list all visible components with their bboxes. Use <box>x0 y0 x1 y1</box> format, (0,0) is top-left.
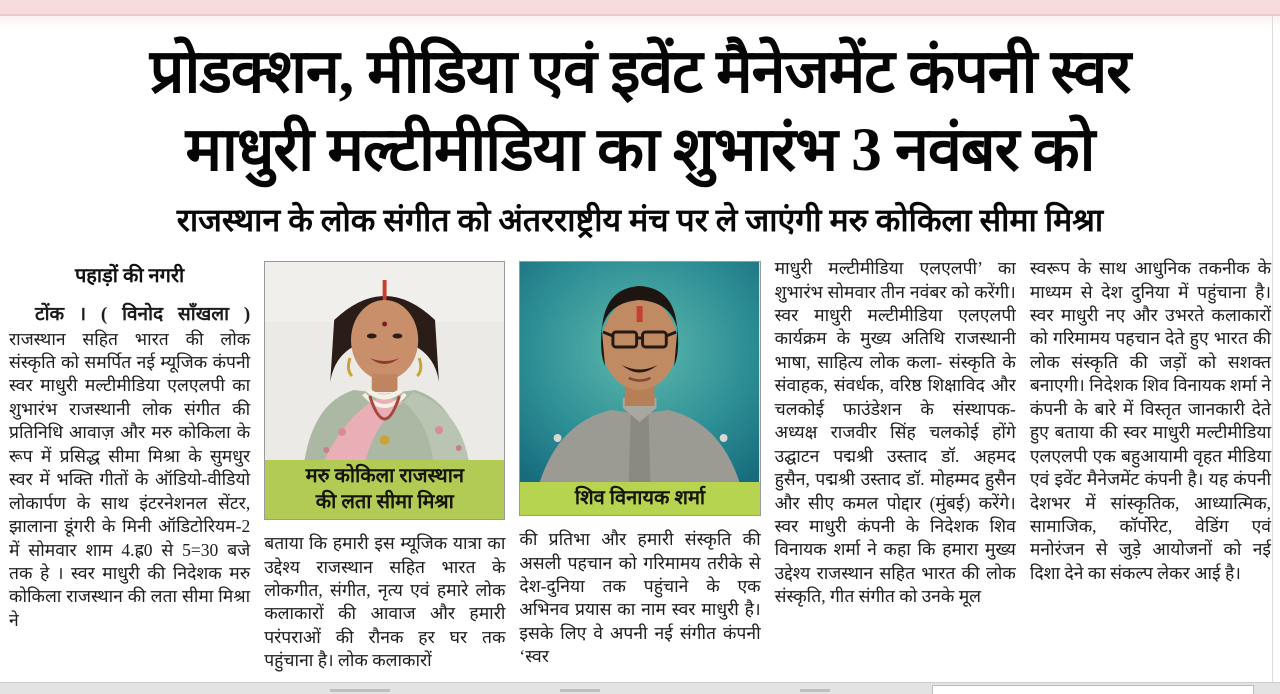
column-2-paragraph: बताया कि हमारी इस म्यूजिक यात्रा का उद्देश्य राजस्थान सहित भारत के लोकगीत, संगीत, नृत्य एवं हमारे लोक कलाकारों की आवाज और हमारी परंपराओं की रौनक हर घर तक पहुंचाना है। लोक कलाकारों <box>264 533 506 671</box>
column-1-text: राजस्थान सहित भारत की लोक संस्कृति को समर्पित नई म्यूजिक कंपनी स्वर माधुरी मल्टीमीडिया एलएलपी का शुभारंभ राजस्थानी लोक संगीत की प्रतिनिधि आवाज़ और मरु कोकिला के रूप में प्रसिद्ध सीमा मिश्रा के सुमधुर स्वर में भक्ति गीतों के ऑडियो-वीडियो लोकार्पण के साथ इंटरनेशनल सेंटर, झालाना डूंगरी के मिनी ऑडिटोरियम-2 में सोमवार शाम 4.ह्र0 से 5=30 बजे तक हे । स्वर माधुरी की निदेशक मरु कोकिला राजस्थान की लता सीमा मिश्रा ने <box>9 328 251 630</box>
photo-shiv-vinayak-sharma <box>519 261 760 516</box>
masthead-fade <box>0 16 1280 28</box>
column-1 <box>9 257 250 632</box>
caption-line: शिव विनायक शर्मा <box>574 487 706 510</box>
seema-mishra-portrait-image <box>265 262 504 460</box>
kicker: पहाड़ों की नगरी <box>74 265 185 288</box>
headline-line-1: प्रोडक्शन, मीडिया एवं इवेंट मैनेजमेंट कंपनी स्वर <box>149 39 1131 106</box>
column-2 <box>264 257 505 673</box>
column-3-paragraph: की प्रतिभा और हमारी संस्कृति की असली पहचान को गरिमामय तरीके से देश-दुनिया तक पहुंचाने के एक अभिनव प्रयास का नाम स्वर माधुरी है। इसके लिए वे अपनी नई संगीत कंपनी ‘स्वर <box>519 529 761 667</box>
dateline: टोंक । ( विनोद साँखला ) <box>35 304 251 326</box>
photo-caption-shiv-vinayak-sharma <box>520 482 759 515</box>
column-3 <box>519 257 760 669</box>
column-5-paragraph: स्वरूप के साथ आधुनिक तकनीक के माध्यम से देश दुनिया में पहुंचाना है। स्वर माधुरी नए और उभरते कलाकारों को गरिमामय पहचान देते हुए भारत की लोक संस्कृति की जड़ों को सशक्त बनाएगी। निदेशक शिव विनायक शर्मा ने कंपनी के बारे में विस्तृत जानकारी देते हुए बताया की स्वर माधुरी मल्टीमीडिया एलएलपी एक बहुआयामी वृहत मीडिया एवं इवेंट मैनेजमेंट कंपनी है। यह कंपनी देशभर में सांस्कृतिक, आध्यात्मिक, सामाजिक, कॉर्पोरेट, वेडिंग एवं मनोरंजन से जुड़े आयोजनों को नई दिशा देने का संकल्प लेकर आई है। <box>1029 258 1272 583</box>
cutoff-fragment <box>560 689 600 692</box>
photo-caption-seema-mishra <box>265 460 504 519</box>
headline-line-2: माधुरी मल्टीमीडिया का शुभारंभ 3 नवंबर को <box>185 117 1095 185</box>
cutoff-fragment <box>330 689 390 692</box>
next-article-cutoff-strip <box>0 682 1280 694</box>
column-1-paragraph <box>9 302 250 632</box>
article-body <box>0 257 1280 673</box>
headline <box>18 34 1262 190</box>
column-4-paragraph: माधुरी मल्टीमीडिया एलएलपी’ का शुभारंभ सोमवार तीन नवंबर को करेंगी। स्वर माधुरी मल्टीमीडिया एलएलपी कार्यक्रम के मुख्य अतिथि राजस्थानी भाषा, साहित्य लोक कला- संस्कृति के संवाहक, संवर्धक, वरिष्ठ शिक्षाविद और चलकोई फाउंडेशन के संस्थापक- अध्यक्ष राजवीर सिंह चलकोई होंगे उद्घाटन पद्मश्री उस्ताद डॉ. अहमद हुसैन, पद्मश्री उस्ताद डॉ. मोहम्मद हुसैन और सीए कमल पोद्दार (मुंबई) करेंगे। स्वर माधुरी कंपनी के निदेशक शिव विनायक शर्मा ने कहा कि हमारा मुख्य उद्देश्य राजस्थान सहित भारत की लोक संस्कृति, गीत संगीत को उनके मूल <box>774 258 1016 607</box>
photo-seema-mishra <box>264 261 505 520</box>
page-right-edge <box>1272 16 1273 684</box>
caption-line-1: मरु कोकिला राजस्थान <box>305 465 464 488</box>
caption-line-2: की लता सीमा मिश्रा <box>315 491 454 514</box>
cutoff-white-box <box>932 685 1254 694</box>
shiv-vinayak-sharma-portrait-image <box>520 262 759 482</box>
column-5 <box>1030 257 1271 585</box>
cutoff-fragment <box>800 689 830 692</box>
subheadline: राजस्थान के लोक संगीत को अंतरराष्ट्रीय मंच पर ले जाएंगी मरु कोकिला सीमा मिश्रा <box>176 202 1104 239</box>
column-4 <box>775 257 1016 609</box>
masthead-pink-band <box>0 0 1280 16</box>
